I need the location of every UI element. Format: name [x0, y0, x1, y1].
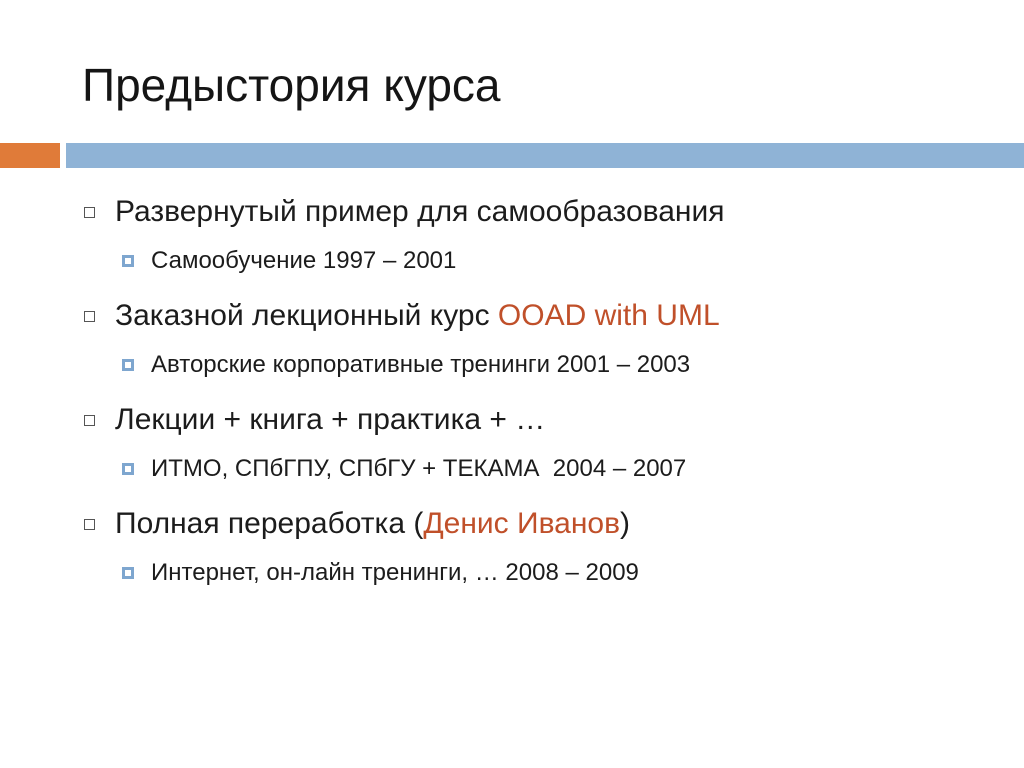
- sub-bullet-text: Интернет, он-лайн тренинги, … 2008 – 2009: [151, 559, 639, 586]
- title-underline-bar: [66, 143, 1024, 168]
- highlighted-text: OOAD with UML: [497, 299, 720, 332]
- bullet-text-part: Полная переработка (: [115, 507, 424, 540]
- square-bullet-icon: [122, 255, 134, 267]
- bullet-text: [115, 507, 630, 541]
- bullet-level2: [80, 340, 1000, 390]
- bullet-text: [115, 299, 720, 333]
- bullet-text: Лекции + книга + практика + …: [115, 403, 546, 436]
- title-accent-bar: [0, 143, 60, 168]
- bullet-level1: [80, 188, 1000, 236]
- bullet-list: [80, 188, 1000, 598]
- bullet-text-part: Заказной лекционный курс: [115, 299, 498, 332]
- bullet-text: Развернутый пример для самообразования: [115, 195, 725, 228]
- bullet-item: [80, 292, 1000, 390]
- hollow-square-bullet-icon: [84, 519, 95, 530]
- bullet-level1: [80, 396, 1000, 444]
- square-bullet-icon: [122, 463, 134, 475]
- slide-title: Предыстория курса: [82, 59, 501, 111]
- bullet-level2: [80, 548, 1000, 598]
- bullet-level1: [80, 500, 1000, 548]
- bullet-level2: [80, 236, 1000, 286]
- bullet-level2: [80, 444, 1000, 494]
- hollow-square-bullet-icon: [84, 311, 95, 322]
- hollow-square-bullet-icon: [84, 415, 95, 426]
- bullet-text-part: ): [620, 507, 631, 540]
- sub-bullet-text: Авторские корпоративные тренинги 2001 – 2003: [151, 351, 691, 378]
- hollow-square-bullet-icon: [84, 207, 95, 218]
- bullet-item: [80, 188, 1000, 286]
- sub-bullet-text: Самообучение 1997 – 2001: [151, 247, 457, 274]
- square-bullet-icon: [122, 567, 134, 579]
- sub-bullet-text: ИТМО, СПбГПУ, СПбГУ + ТЕКАМА 2004 – 2007: [151, 455, 687, 482]
- highlighted-text: Денис Иванов: [423, 507, 621, 540]
- bullet-item: [80, 396, 1000, 494]
- square-bullet-icon: [122, 359, 134, 371]
- bullet-level1: [80, 292, 1000, 340]
- bullet-item: [80, 500, 1000, 598]
